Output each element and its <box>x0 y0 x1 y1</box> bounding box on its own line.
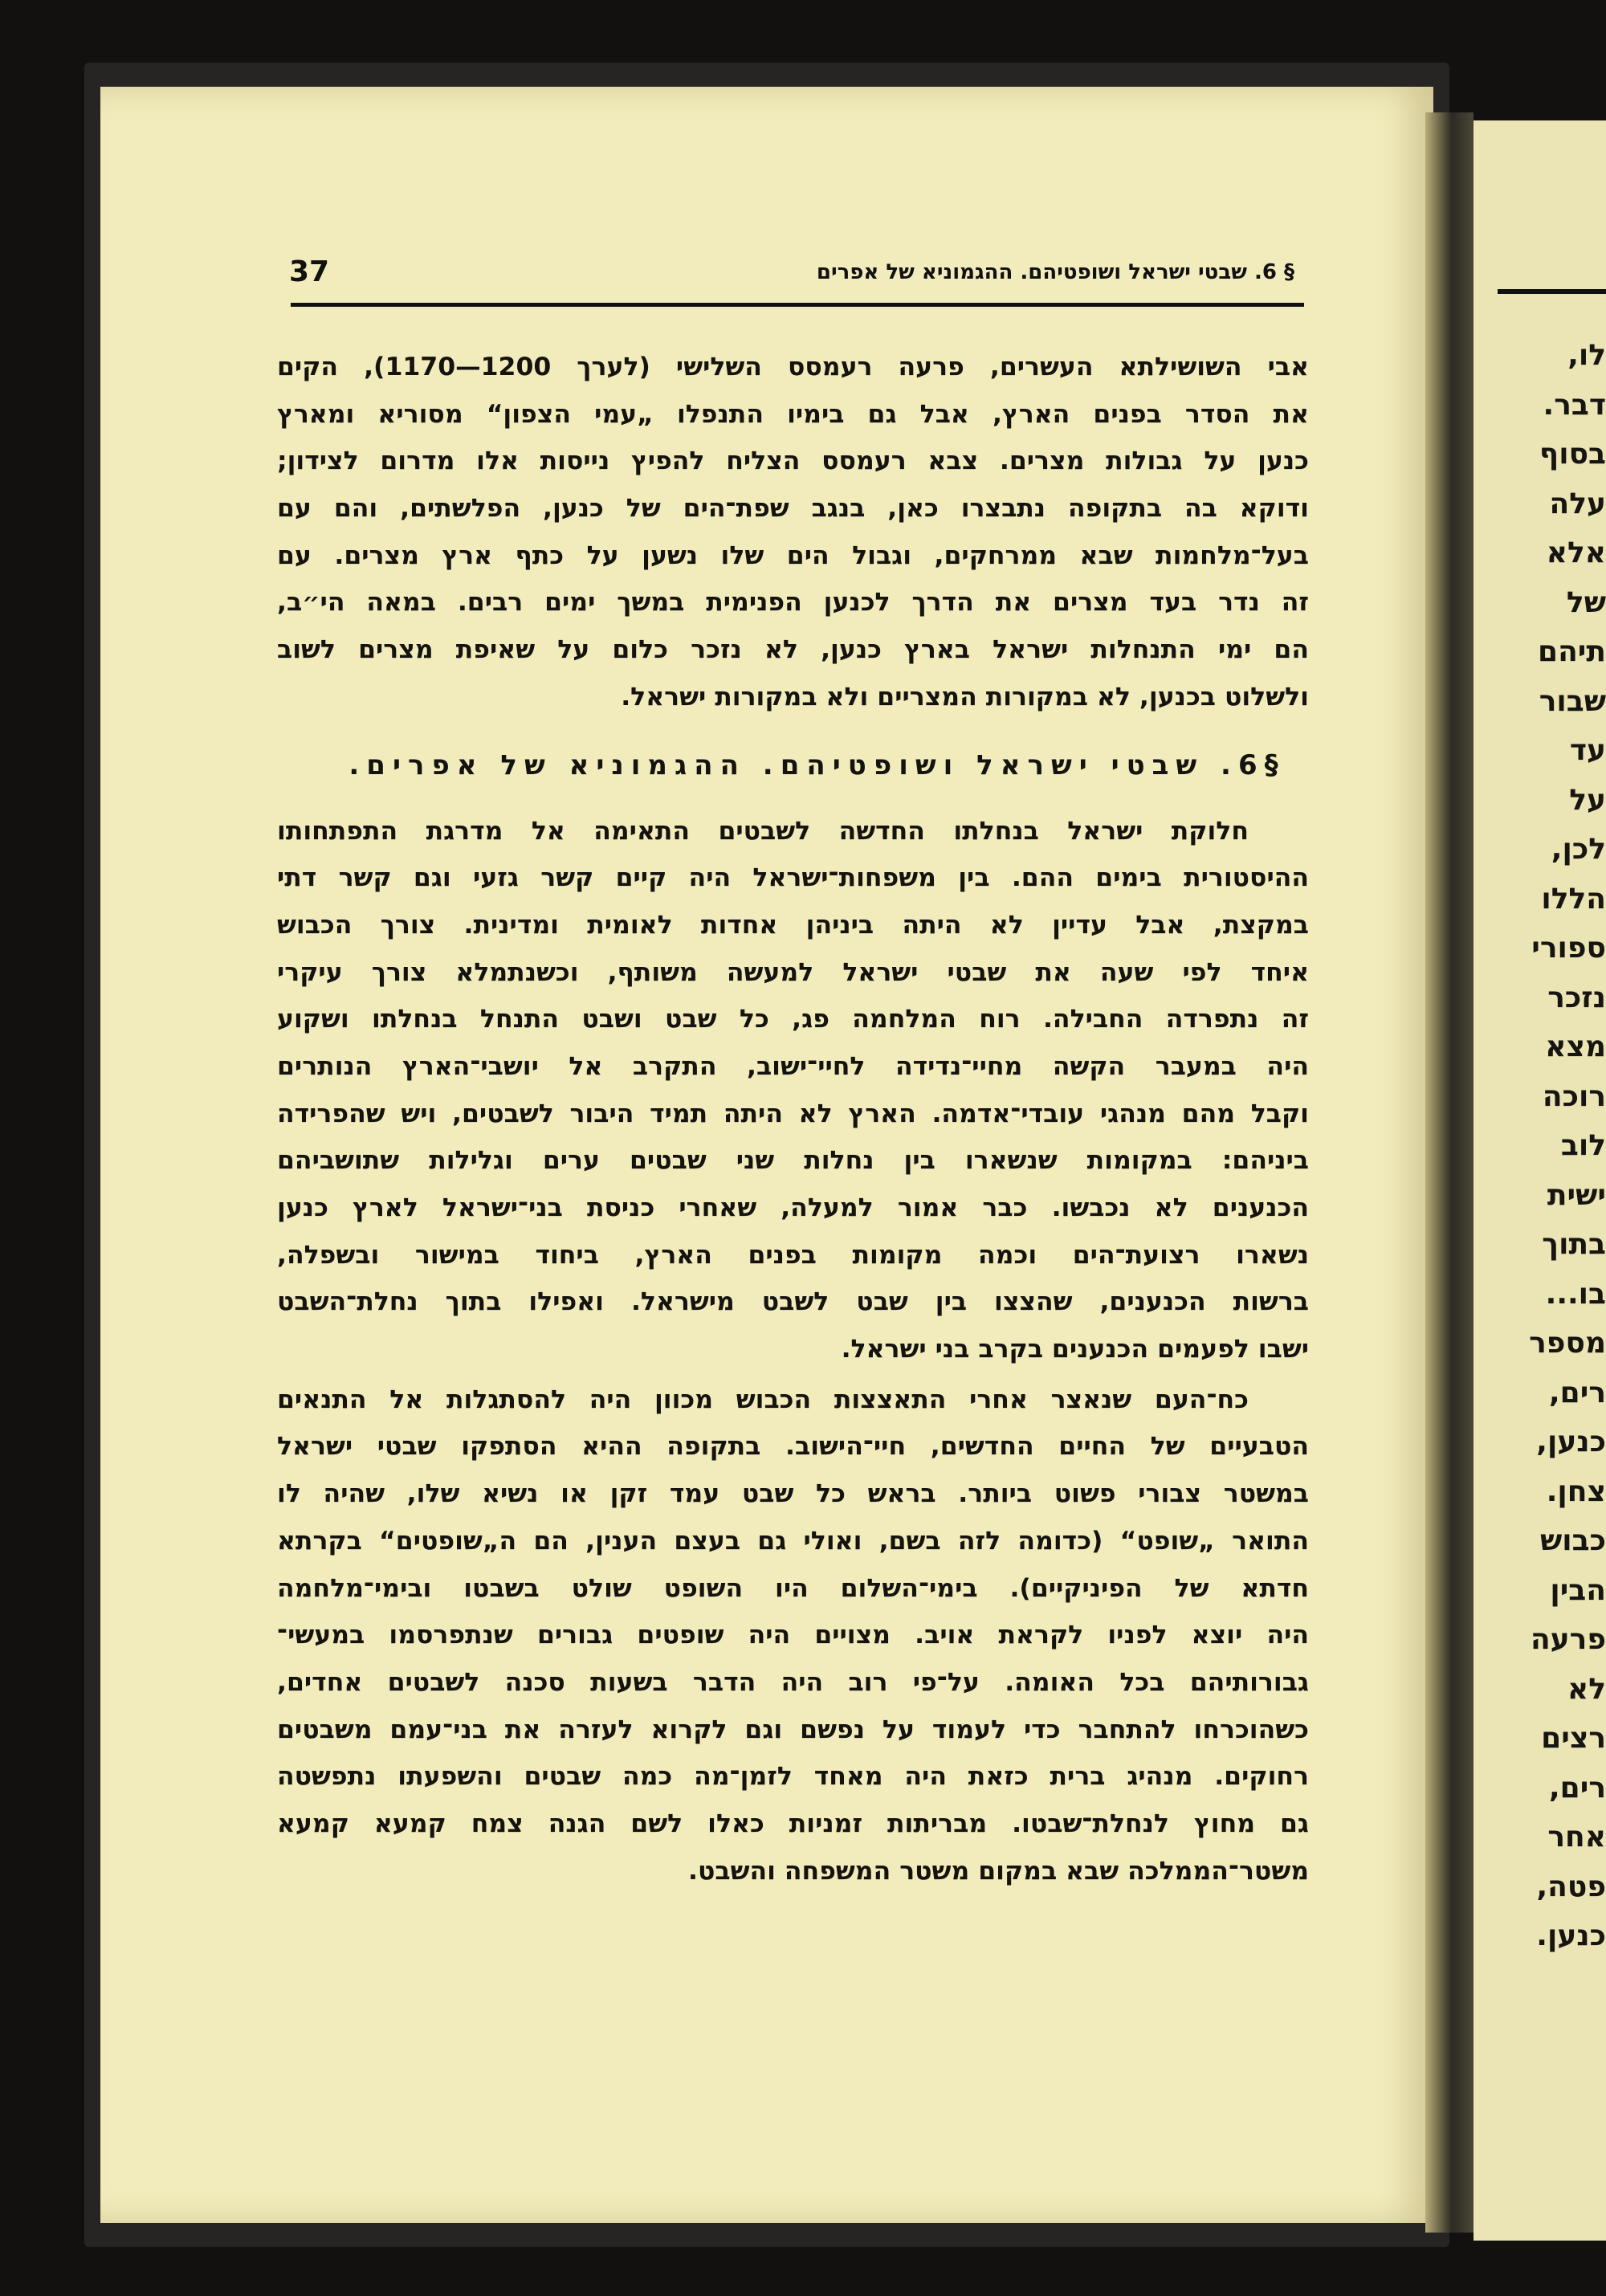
text-line: במשטר צבורי פשוט ביותר. בראש כל שבט עמד זקן או נשיא שלו, שהיה לו <box>277 1479 1309 1509</box>
facing-page-line: בתוך <box>1542 1228 1606 1261</box>
facing-page-line: הבין <box>1550 1573 1606 1607</box>
text-line: הטבעיים של החיים החדשים, חיי־הישוב. בתקופה ההיא הסתפקו שבטי ישראל <box>277 1432 1309 1462</box>
facing-page-line: לוב <box>1560 1129 1606 1162</box>
facing-page-line: עלה <box>1549 487 1606 520</box>
facing-page-line: תיהם <box>1538 635 1606 668</box>
facing-page <box>1474 120 1606 2241</box>
text-line: כנען על גבולות מצרים. צבא רעמסס הצליח להפיץ נייסות אלו מדרום לצידון; <box>277 447 1309 476</box>
facing-page-line: פטה, <box>1536 1870 1606 1903</box>
running-head: § 6. שבטי ישראל ושופטיהם. ההגמוניא של אפרים <box>816 260 1294 284</box>
facing-page-line: ספורי <box>1531 932 1606 964</box>
facing-page-line: כנען, <box>1536 1425 1606 1458</box>
text-line: הם ימי התנחלות ישראל בארץ כנען, לא נזכר כלום על שאיפת מצרים לשוב <box>277 635 1309 665</box>
facing-page-line: כבוש <box>1539 1524 1606 1557</box>
text-line: איחד לפי שעה את שבטי ישראל למעשה משותף, וכשנתמלא צורך עיקרי <box>277 957 1309 987</box>
facing-page-line: מספר <box>1529 1327 1606 1360</box>
facing-page-line: לא <box>1567 1672 1606 1706</box>
page-body <box>277 344 1309 1894</box>
paragraph <box>277 1376 1309 1895</box>
facing-page-line: לכן, <box>1551 833 1606 866</box>
text-line: גבורותיהם בכל האומה. על־פי רוב היה הדבר בשעות סכנה לשבטים אחדים, <box>277 1667 1309 1697</box>
facing-page-line: בו... <box>1545 1277 1606 1311</box>
facing-page-line: הללו <box>1541 882 1606 916</box>
text-line: ולשלוט בכנען, לא במקורות המצריים ולא במקורות ישראל. <box>621 682 1309 712</box>
facing-page-line: לו, <box>1567 339 1606 372</box>
text-line: משטר־הממלכה שבא במקום משטר המשפחה והשבט. <box>688 1856 1309 1886</box>
facing-page-line: שבור <box>1539 684 1606 718</box>
facing-page-line: דבר. <box>1543 388 1606 422</box>
facing-page-text <box>1474 331 1606 1961</box>
text-line: גם מחוץ לנחלת־שבטו. מבריתות זמניות כאלו לשם הגנה צמח קמעא קמעא <box>277 1809 1309 1838</box>
text-line: חלוקת ישראל בנחלתו החדשה לשבטים התאימה אל מדרגת התפתחותו <box>277 816 1249 846</box>
text-line: אבי השושילתא העשרים, פרעה רעמסס השלישי (לערך 1200—1170), הקים <box>277 353 1309 381</box>
text-line: נשארו רצועת־הים וכמה מקומות בפנים הארץ, ביחוד במישור ובשפלה, <box>277 1240 1309 1270</box>
facing-page-line: רים, <box>1548 1376 1606 1409</box>
facing-page-line: רצים <box>1541 1722 1606 1755</box>
facing-page-line: ישית <box>1547 1178 1606 1212</box>
facing-page-line: נזכר <box>1547 981 1606 1014</box>
text-line: כשהוכרחו להתחבר כדי לעמוד על נפשם וגם לקרוא לעזרה את בני־עמם משבטים <box>277 1715 1309 1744</box>
text-line: חדתא של הפיניקיים). בימי־השלום היו השופט שולט בשבטו ובימי־מלחמה <box>277 1573 1309 1603</box>
facing-page-line: רוכה <box>1542 1079 1606 1113</box>
text-line: זה נדר בעד מצרים את הדרך לכנען הפנימית במשך ימים רבים. במאה הי״ב, <box>277 588 1309 618</box>
text-line: הכנענים לא נכבשו. כבר אמור למעלה, שאחרי כניסת בני־ישראל לארץ כנען <box>277 1193 1309 1222</box>
facing-page-line: אחר <box>1547 1821 1606 1854</box>
paragraph <box>277 344 1309 721</box>
facing-page-header-rule <box>1498 289 1606 294</box>
text-line: ישבו לפעמים הכנענים בקרב בני ישראל. <box>841 1335 1309 1364</box>
facing-page-line: כנען. <box>1536 1919 1606 1952</box>
paragraph <box>277 808 1309 1373</box>
text-line: ביניהם: במקומות שנשארו בין נחלות שני שבטים ערים וגלילות שתושביהם <box>277 1146 1309 1176</box>
facing-page-line: מצא <box>1545 1030 1606 1063</box>
page-number: 37 <box>289 255 330 288</box>
facing-page-line: עד <box>1569 734 1606 767</box>
facing-page-line: על <box>1569 783 1606 817</box>
text-line: כח־העם שנאצר אחרי התאצצות הכבוש מכוון היה להסתגלות אל התנאים <box>277 1385 1249 1414</box>
page-header <box>289 255 1302 292</box>
text-line: במקצת, אבל עדיין לא היתה ביניהן אחדות לאומית ומדינית. צורך הכבוש <box>277 910 1309 940</box>
text-line: וקבל מהם מנהגי עובדי־אדמה. הארץ לא היתה תמיד היבור לשבטים, ויש שהפרידה <box>277 1099 1309 1128</box>
facing-page-line: פרעה <box>1530 1623 1606 1656</box>
section-heading: §6. שבטי ישראל ושופטיהם. ההגמוניא של אפרים. <box>349 748 1286 781</box>
facing-page-line: בסוף <box>1539 438 1606 471</box>
facing-page-line: צחן. <box>1546 1474 1606 1508</box>
text-line: בעל־מלחמות שבא ממרחקים, וגבול הים שלו נשען על כתף ארץ מצרים. עם <box>277 540 1309 570</box>
text-line: היה במעבר הקשה מחיי־נדידה לחיי־ישוב, התקרב אל יושבי־הארץ הנותרים <box>277 1051 1309 1081</box>
facing-page-line: אלא <box>1546 536 1606 569</box>
text-line: רחוקים. מנהיג ברית כזאת היה מאחד לזמן־מה כמה שבטים והשפעתו נתפשטה <box>277 1762 1309 1792</box>
text-line: זה נתפרדה החבילה. רוח המלחמה פג, כל שבט ושבט התנחל בנחלתו ושקוע <box>277 1005 1309 1034</box>
facing-page-line: של <box>1566 585 1606 619</box>
text-line: ההיסטורית בימים ההם. בין משפחות־ישראל היה קיים קשר גזעי וגם קשר דתי <box>277 863 1309 893</box>
text-line: את הסדר בפנים הארץ, אבל גם בימיו התנפלו „עמי הצפון“ מסוריא ומארץ <box>277 399 1309 429</box>
text-line: ברשות הכנענים, שהצצו בין שבט לשבט מישראל. ואפילו בתוך נחלת־השבט <box>277 1287 1309 1317</box>
text-line: התואר „שופט“ (כדומה לזה בשם, ואולי גם בעצם הענין, הם ה„שופטים“ בקרתא <box>277 1526 1309 1556</box>
facing-page-line: רים, <box>1548 1771 1606 1805</box>
text-line: היה יוצא לפניו לקראת אויב. מצויים היה שופטים גבורים שנתפרסמו במעשי־ <box>277 1621 1309 1650</box>
text-line: ודוקא בה בתקופה נתבצרו כאן, בנגב שפת־הים של כנען, הפלשתים, והם עם <box>277 494 1309 524</box>
book-gutter <box>1425 112 1474 2233</box>
header-rule <box>291 303 1304 307</box>
